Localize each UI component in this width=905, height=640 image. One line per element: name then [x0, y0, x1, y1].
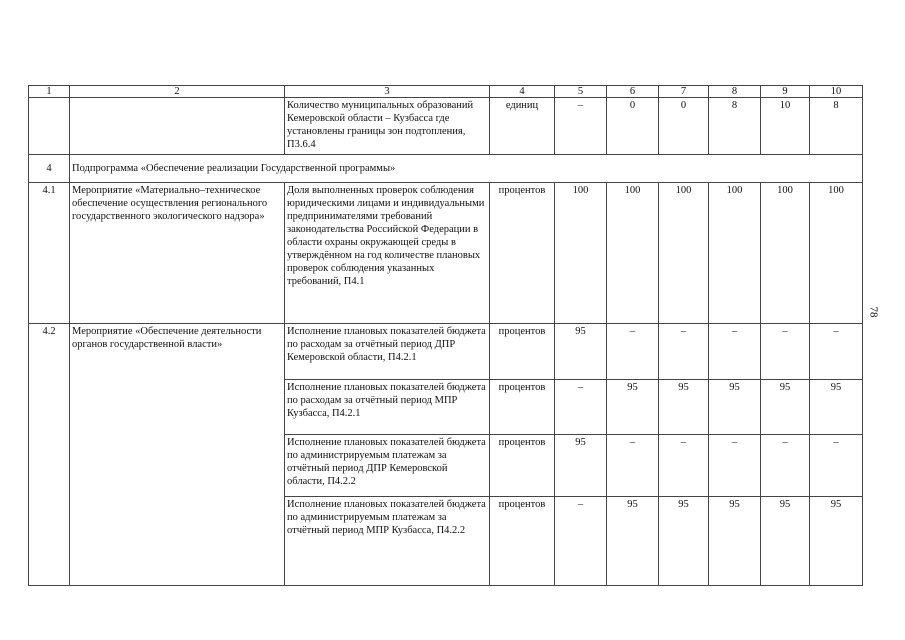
col-header: 5 [555, 86, 607, 98]
value-cell: 95 [555, 324, 607, 380]
measure-name: Мероприятие «Материально–техническое обеспечение осуществления регионального государственного экологического надзора» [70, 183, 285, 324]
measure-name [70, 98, 285, 155]
value-cell: 95 [659, 380, 709, 435]
value-cell: 95 [709, 497, 761, 586]
value-cell: – [709, 324, 761, 380]
value-cell: 95 [555, 435, 607, 497]
col-header: 7 [659, 86, 709, 98]
row-number: 4 [29, 155, 70, 183]
indicator-text: Исполнение плановых показателей бюджета по расходам за отчётный период ДПР Кемеровской области, П4.2.1 [285, 324, 490, 380]
value-cell: – [659, 324, 709, 380]
value-cell: – [709, 435, 761, 497]
measure-name: Мероприятие «Обеспечение деятельности органов государственной власти» [70, 324, 285, 586]
value-cell: – [607, 324, 659, 380]
col-header: 10 [810, 86, 863, 98]
unit: процентов [490, 435, 555, 497]
value-cell: 100 [555, 183, 607, 324]
value-cell: 95 [709, 380, 761, 435]
col-header: 9 [761, 86, 810, 98]
value-cell: – [659, 435, 709, 497]
row-number: 4.2 [29, 324, 70, 586]
col-header: 2 [70, 86, 285, 98]
col-header: 6 [607, 86, 659, 98]
value-cell: 100 [607, 183, 659, 324]
col-header: 3 [285, 86, 490, 98]
value-cell: 10 [761, 98, 810, 155]
value-cell: – [810, 324, 863, 380]
value-cell: 0 [659, 98, 709, 155]
column-number-row [29, 86, 863, 98]
value-cell: 95 [607, 380, 659, 435]
col-header: 4 [490, 86, 555, 98]
unit: процентов [490, 380, 555, 435]
subprogram-row [29, 155, 863, 183]
row-number: 4.1 [29, 183, 70, 324]
value-cell: 100 [810, 183, 863, 324]
value-cell: 8 [810, 98, 863, 155]
value-cell: – [555, 497, 607, 586]
indicator-text: Исполнение плановых показателей бюджета по администрируемым платежам за отчётный период МПР Кузбасса, П4.2.2 [285, 497, 490, 586]
value-cell: 95 [761, 497, 810, 586]
unit: процентов [490, 183, 555, 324]
indicators-table [28, 85, 863, 586]
value-cell: 95 [810, 497, 863, 586]
unit: процентов [490, 324, 555, 380]
unit: процентов [490, 497, 555, 586]
col-header: 1 [29, 86, 70, 98]
value-cell: – [555, 98, 607, 155]
indicator-text: Исполнение плановых показателей бюджета по расходам за отчётный период МПР Кузбасса, П4.2.1 [285, 380, 490, 435]
value-cell: – [607, 435, 659, 497]
value-cell: 95 [607, 497, 659, 586]
value-cell: 95 [659, 497, 709, 586]
value-cell: 95 [810, 380, 863, 435]
value-cell: 0 [607, 98, 659, 155]
table-row [29, 324, 863, 380]
subprogram-title: Подпрограмма «Обеспечение реализации Государственной программы» [70, 155, 863, 183]
row-number [29, 98, 70, 155]
value-cell: – [761, 435, 810, 497]
value-cell: 8 [709, 98, 761, 155]
unit: единиц [490, 98, 555, 155]
value-cell: 95 [761, 380, 810, 435]
table-row [29, 98, 863, 155]
table-row [29, 183, 863, 324]
page-number: 78 [867, 306, 880, 318]
indicator-text: Исполнение плановых показателей бюджета по администрируемым платежам за отчётный период ДПР Кемеровской области, П4.2.2 [285, 435, 490, 497]
indicator-text: Количество муниципальных образований Кемеровской области – Кузбасса где установлены границы зон подтопления, П3.6.4 [285, 98, 490, 155]
value-cell: – [761, 324, 810, 380]
value-cell: 100 [659, 183, 709, 324]
value-cell: – [555, 380, 607, 435]
col-header: 8 [709, 86, 761, 98]
indicator-text: Доля выполненных проверок соблюдения юридическими лицами и индивидуальными предпринимателями требований законодательства Российской Федерации в области охраны окружающей среды в утверждённом на год количестве плановых проверок соблюдения указанных требований, П4.1 [285, 183, 490, 324]
value-cell: 100 [761, 183, 810, 324]
value-cell: – [810, 435, 863, 497]
value-cell: 100 [709, 183, 761, 324]
